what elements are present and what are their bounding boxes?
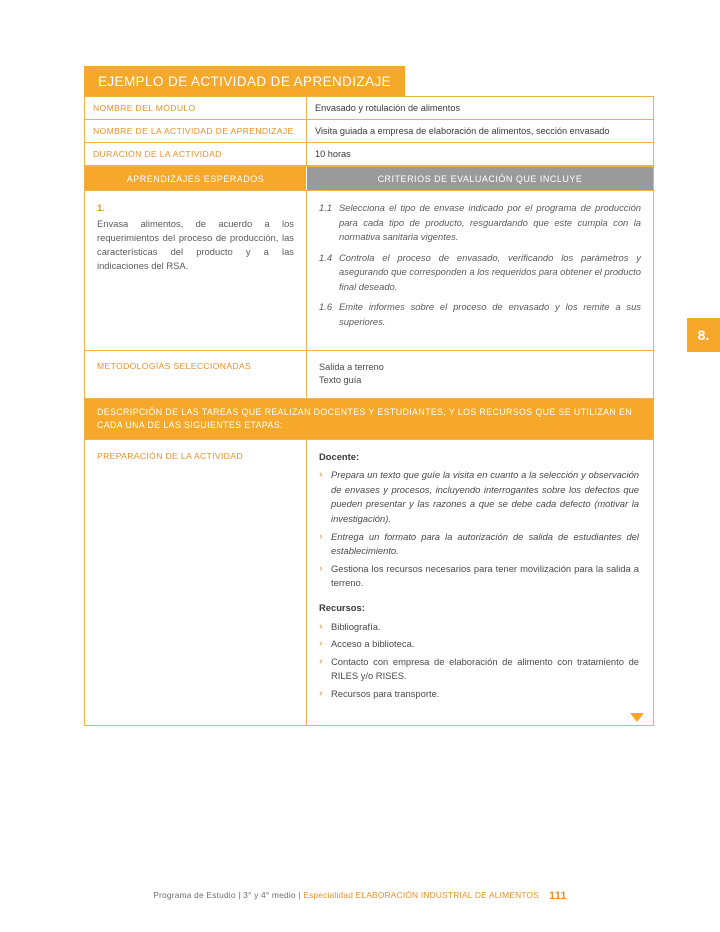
bullet-chevron-icon: › xyxy=(319,469,323,481)
list-item-text: Gestiona los recursos necesarios para tener movilización para la salida a terreno. xyxy=(331,562,639,589)
duration-value: 10 horas xyxy=(307,143,654,166)
module-name-label: NOMBRE DEL MÓDULO xyxy=(85,97,307,120)
page-footer xyxy=(0,890,720,902)
continuation-triangle-icon xyxy=(630,713,644,722)
list-item-text: Contacto con empresa de elaboración de alimento con tratamiento de RILES y/o RISES. xyxy=(331,655,639,682)
list-item xyxy=(319,637,639,652)
preparation-wrapper xyxy=(84,440,654,727)
activity-name-value: Visita guiada a empresa de elaboración de alimentos, sección envasado xyxy=(307,120,654,143)
preparation-label: PREPARACIÓN DE LA ACTIVIDAD xyxy=(85,440,307,726)
activity-card xyxy=(84,66,654,726)
criterion-item xyxy=(319,201,641,245)
learning-text: Envasa alimentos, de acuerdo a los requerimientos del proceso de producción, las características del producto y a las indicaciones del RSA. xyxy=(97,218,294,272)
methodology-block xyxy=(84,351,654,400)
evaluation-criteria-header: CRITERIOS DE EVALUACIÓN QUE INCLUYE xyxy=(307,167,653,190)
description-band: DESCRIPCIÓN DE LAS TAREAS QUE REALIZAN DOCENTES Y ESTUDIANTES, Y LOS RECURSOS QUE SE UTILIZAN EN CADA UNA DE LAS SIGUIENTES ETAPAS: xyxy=(84,399,654,440)
module-name-value: Envasado y rotulación de alimentos xyxy=(307,97,654,120)
section-header-band xyxy=(84,166,654,191)
bullet-chevron-icon: › xyxy=(319,620,323,632)
methodology-label: METODOLOGÍAS SELECCIONADAS xyxy=(85,351,307,399)
preparation-block xyxy=(84,440,654,727)
learning-number: 1. xyxy=(97,202,105,213)
teacher-task-list xyxy=(319,468,639,591)
criterion-number: 1.6 xyxy=(319,301,333,313)
info-table xyxy=(84,96,654,166)
list-item xyxy=(319,468,639,526)
bullet-chevron-icon: › xyxy=(319,562,323,574)
criteria-cell xyxy=(307,191,653,350)
activity-name-label: NOMBRE DE LA ACTIVIDAD DE APRENDIZAJE xyxy=(85,120,307,143)
bullet-chevron-icon: › xyxy=(319,638,323,650)
methodology-item: Texto guía xyxy=(319,375,362,386)
list-item xyxy=(319,620,639,635)
list-item-text: Entrega un formato para la autorización de salida de estudiantes del establecimiento. xyxy=(331,530,639,557)
chapter-side-tab xyxy=(687,318,720,352)
resources-list xyxy=(319,620,639,702)
card-title: EJEMPLO DE ACTIVIDAD DE APRENDIZAJE xyxy=(84,66,405,96)
bullet-chevron-icon: › xyxy=(319,687,323,699)
footer-specialty: Especialidad ELABORACIÓN INDUSTRIAL DE ALIMENTOS xyxy=(303,890,539,900)
page-number: 111 xyxy=(548,890,567,902)
table-row xyxy=(85,120,654,143)
list-item-text: Prepara un texto que guíe la visita en cuanto a la selección y observación de envases y procesos, incluyendo interrogantes sobre los defectos que pueden presentar y las razones a que se debe cada defecto (motivar la investigación). xyxy=(331,469,639,525)
methodology-values xyxy=(307,351,653,399)
list-item xyxy=(319,655,639,684)
learning-criteria-block xyxy=(84,191,654,351)
table-row xyxy=(85,143,654,166)
preparation-content xyxy=(307,440,653,726)
criterion-text: Controla el proceso de envasado, verificando los parámetros y asegurando que corresponden a los requeridos para obtener el producto final deseado. xyxy=(339,251,641,292)
teacher-heading: Docente: xyxy=(319,450,360,462)
bullet-chevron-icon: › xyxy=(319,530,323,542)
chapter-number: 8. xyxy=(697,327,710,343)
expected-learning-cell xyxy=(85,191,307,350)
criterion-item xyxy=(319,300,641,329)
list-item xyxy=(319,687,639,702)
criterion-item xyxy=(319,251,641,295)
criterion-number: 1.4 xyxy=(319,251,333,263)
list-item xyxy=(319,530,639,559)
criterion-number: 1.1 xyxy=(319,202,333,213)
methodology-item: Salida a terreno xyxy=(319,361,384,372)
criterion-text: Selecciona el tipo de envase indicado por el programa de producción para cada tipo de producto, resguardando que este cumpla con la normativa sanitaria vigentes. xyxy=(339,202,641,243)
list-item-text: Bibliografía. xyxy=(331,620,381,632)
list-item xyxy=(319,562,639,591)
resources-heading: Recursos: xyxy=(319,601,365,613)
list-item-text: Acceso a biblioteca. xyxy=(331,638,415,650)
list-item-text: Recursos para transporte. xyxy=(331,687,440,699)
footer-text: Programa de Estudio | 3° y 4° medio | xyxy=(153,890,304,900)
expected-learning-header: APRENDIZAJES ESPERADOS xyxy=(85,167,307,190)
duration-label: DURACIÓN DE LA ACTIVIDAD xyxy=(85,143,307,166)
bullet-chevron-icon: › xyxy=(319,655,323,667)
table-row xyxy=(85,97,654,120)
criterion-text: Emite informes sobre el proceso de envasado y los remite a sus superiores. xyxy=(339,301,641,328)
